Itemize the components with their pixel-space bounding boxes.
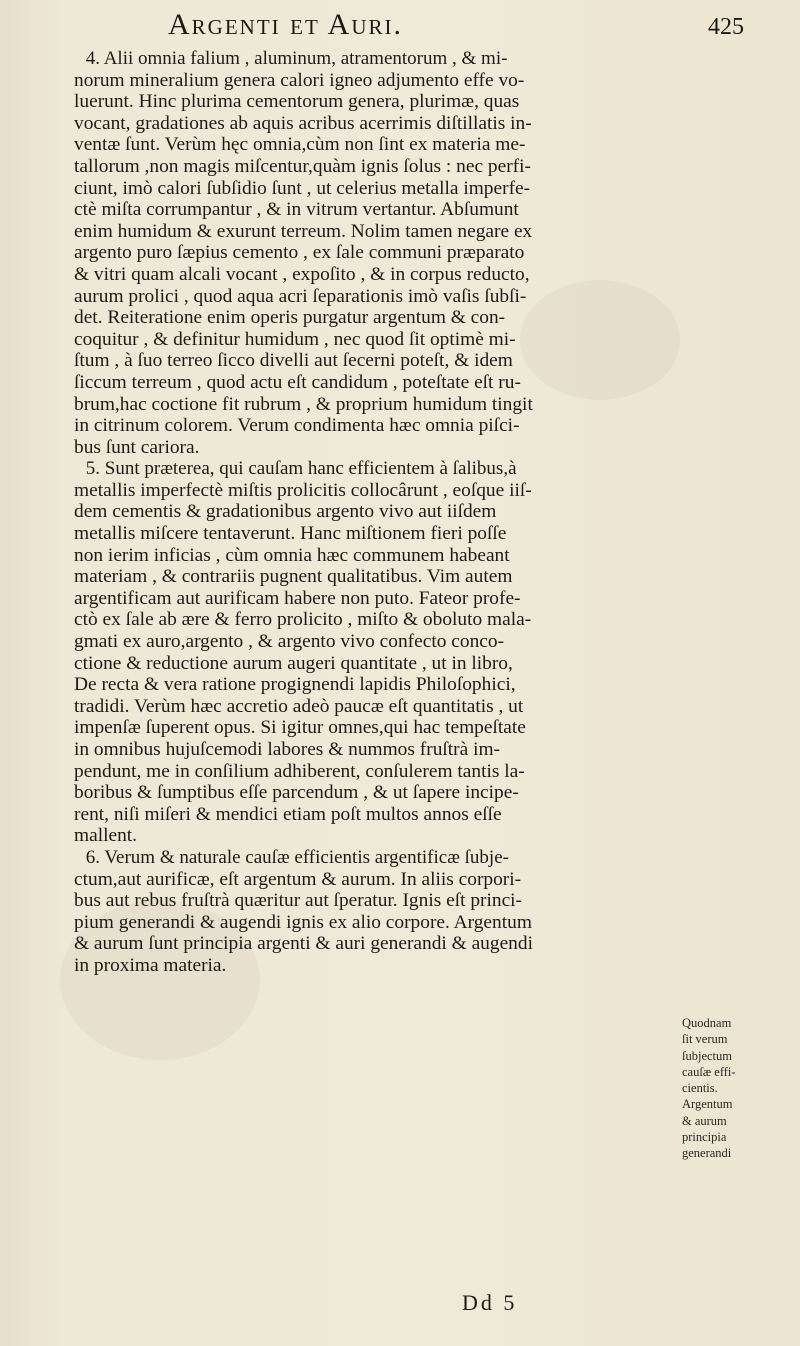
text-line: argento puro ſæpius cemento , ex ſale communi præparato bbox=[74, 242, 525, 264]
text-line: 4. Alii omnia falium , aluminum, atramentorum , & mi- bbox=[85, 48, 508, 69]
text-line: ctione & reductione aurum augeri quantitate , ut in libro, bbox=[74, 652, 513, 674]
text-line: tradidi. Verùm hæc accretio adeò paucæ eſt quantitatis , ut bbox=[74, 695, 524, 717]
text-line: 6. Verum & naturale cauſæ efficientis argentificæ ſubje- bbox=[85, 846, 509, 868]
text-line: gmati ex auro,argento , & argento vivo confecto conco- bbox=[74, 631, 505, 653]
text-line: ciunt, imò calori ſubſidio ſunt , ut celerius metalla imperfe- bbox=[74, 177, 531, 199]
text-line: ventæ ſunt. Verùm hęc omnia,cùm non ſint ex materia me- bbox=[74, 134, 526, 156]
page-number: 425 bbox=[708, 14, 744, 40]
text-line: in omnibus hujuſcemodi labores & nummos fruſtrà im- bbox=[74, 739, 500, 760]
text-line: norum mineralium genera calori igneo adjumento effe vo- bbox=[74, 69, 525, 91]
text-line: det. Reiteratione enim operis purgatur argentum & con- bbox=[74, 307, 506, 329]
margin-note bbox=[682, 1015, 774, 1162]
margin-note-line: ſit verum bbox=[682, 1032, 728, 1047]
margin-note-line: cientis. bbox=[682, 1081, 718, 1096]
text-line: rent, niſi miſeri & mendici etiam poſt multos annos eſſe bbox=[74, 803, 502, 825]
margin-note-line: generandi bbox=[682, 1146, 732, 1161]
text-line: bus ſunt cariora. bbox=[74, 436, 200, 458]
text-line: boribus & ſumptibus eſſe parcendum , & ut ſapere incipe- bbox=[74, 782, 519, 804]
text-line: coquitur , & definitur humidum , nec quod ſit optimè mi- bbox=[74, 328, 516, 350]
text-line: ſiccum terreum , quod actu eſt candidum , poteſtate eſt ru- bbox=[74, 371, 521, 393]
text-line: De recta & vera ratione progignendi lapidis Philoſophici, bbox=[74, 674, 516, 696]
text-line: ctum,aut aurificæ, eſt argentum & aurum. In aliis corpori- bbox=[74, 868, 522, 890]
text-line: dem cementis & gradationibus argento vivo aut iiſdem bbox=[74, 501, 497, 523]
text-line: pium generandi & augendi ignis ex alio corpore. Argentum bbox=[74, 911, 532, 933]
text-line: ſtum , à ſuo terreo ſicco divelli aut ſecerni poteſt, & idem bbox=[74, 350, 513, 372]
text-line: vocant, gradationes ab aquis acribus acerrimis diſtillatis in- bbox=[74, 112, 532, 134]
text-line: impenſæ ſuperent opus. Si igitur omnes,qui hac tempeſtate bbox=[74, 717, 526, 739]
text-line: bus aut rebus fruſtrà quæritur aut ſperatur. Ignis eſt princi- bbox=[74, 890, 523, 912]
margin-note-line: & aurum bbox=[682, 1113, 727, 1128]
text-line: enim humidum & exurunt terreum. Nolim tamen negare ex bbox=[74, 220, 533, 242]
text-line: materiam , & contrariis pugnent qualitatibus. Vim autem bbox=[74, 566, 513, 588]
text-line: 5. Sunt præterea, qui cauſam hanc efficientem à ſalibus,à bbox=[85, 458, 517, 480]
page-header bbox=[0, 4, 800, 50]
text-line: in citrinum colorem. Verum condimenta hæc omnia piſci- bbox=[74, 415, 520, 437]
text-line: brum,hac coctione fit rubrum , & proprium humidum tingit bbox=[74, 393, 533, 415]
signature-mark: Dd 5 bbox=[462, 1290, 518, 1315]
text-line: argentificam aut aurificam habere non puto. Fateor profe- bbox=[74, 587, 521, 609]
text-line: tallorum ,non magis miſcentur,quàm ignis ſolus : nec perfi- bbox=[74, 155, 531, 177]
text-line: mallent. bbox=[74, 825, 138, 847]
running-head: Argenti et Auri. bbox=[168, 8, 403, 41]
margin-note-line: Quodnam bbox=[682, 1016, 732, 1030]
text-line: pendunt, me in conſilium adhiberent, conſulerem tantis la- bbox=[74, 760, 525, 782]
text-line: aurum prolici , quod aqua acri ſeparationis imò vaſis ſubſi- bbox=[74, 285, 527, 307]
text-line: in proxima materia. bbox=[74, 954, 227, 976]
text-line: & vitri quam alcali vocant , expoſito , & in corpus reducto, bbox=[74, 263, 530, 285]
text-line: non ierim inficias , cùm omnia hæc communem habeant bbox=[74, 544, 510, 566]
text-line: luerunt. Hinc plurima cementorum genera, plurimæ, quas bbox=[74, 91, 520, 113]
margin-note-line: cauſæ effi- bbox=[682, 1064, 736, 1079]
margin-note-line: principia bbox=[682, 1130, 727, 1145]
text-line: metallis imperfectè miſtis prolicitis collocârunt , eoſque iiſ- bbox=[74, 479, 532, 501]
margin-note-line: Argentum bbox=[682, 1097, 733, 1112]
text-line: metallis miſcere tentaverunt. Hanc miſtionem fieri poſſe bbox=[74, 523, 507, 545]
body-text bbox=[74, 48, 674, 977]
text-line: ctò ex ſale ab ære & ferro prolicito , miſto & oboluto mala- bbox=[74, 609, 532, 631]
text-line: ctè miſta corrumpantur , & in vitrum vertantur. Abſumunt bbox=[74, 199, 519, 221]
text-line: & aurum ſunt principia argenti & auri generandi & augendi bbox=[74, 933, 533, 955]
margin-note-line: ſubjectum bbox=[682, 1048, 732, 1063]
